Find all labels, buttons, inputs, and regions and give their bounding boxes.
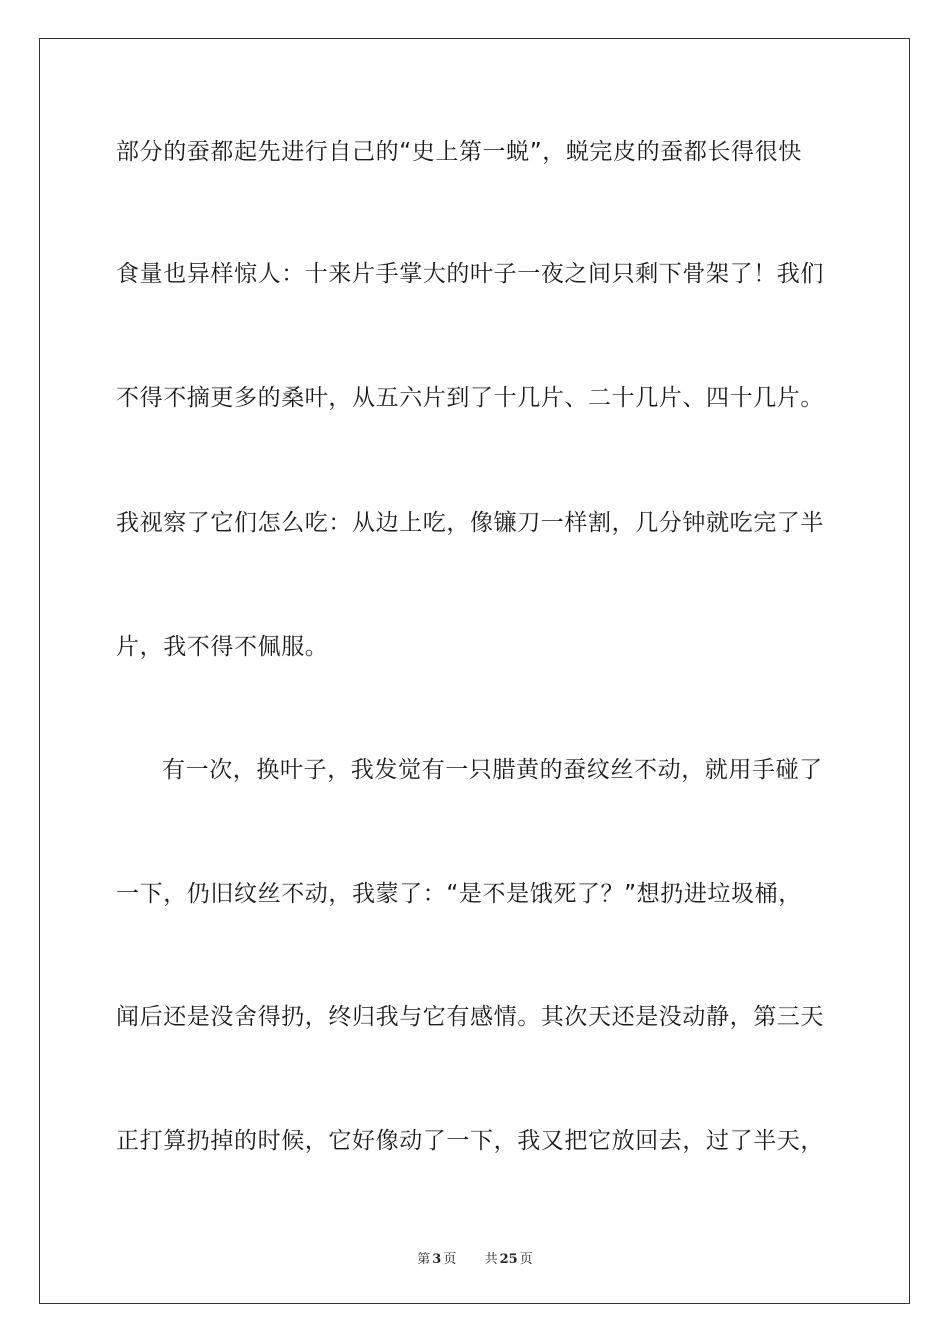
page-total: 25 <box>499 1252 518 1267</box>
text-line: 不得不摘更多的桑叶，从五六片到了十几片、二十几片、四十几片。 <box>116 385 824 411</box>
text-line: 片，我不得不佩服。 <box>116 634 329 660</box>
total-suffix: 页 <box>519 1252 533 1267</box>
page-footer <box>0 1248 950 1267</box>
text-line: 正打算扔掉的时候，它好像动了一下，我又把它放回去，过了半天， <box>116 1128 824 1154</box>
paragraph-first-line: 有一次，换叶子，我发觉有一只腊黄的蚕纹丝不动，就用手碰了 <box>162 757 823 783</box>
total-prefix: 共 <box>484 1252 498 1267</box>
text-line: 闻后还是没舍得扔，终归我与它有感情。其次天还是没动静，第三天 <box>116 1004 824 1030</box>
page-suffix: 页 <box>443 1252 457 1267</box>
page-prefix: 第 <box>417 1252 431 1267</box>
text-line: 我视察了它们怎么吃：从边上吃，像镰刀一样割，几分钟就吃完了半 <box>116 510 824 536</box>
text-line: 部分的蚕都起先进行自己的“史上第一蜕”，蜕完皮的蚕都长得很快 <box>116 139 802 165</box>
text-line: 一下，仍旧纹丝不动，我蒙了：“是不是饿死了？”想扔进垃圾桶， <box>116 881 802 907</box>
page-current: 3 <box>432 1252 442 1267</box>
page-border <box>39 38 910 1304</box>
text-line: 食量也异样惊人：十来片手掌大的叶子一夜之间只剩下骨架了！我们 <box>116 261 824 287</box>
